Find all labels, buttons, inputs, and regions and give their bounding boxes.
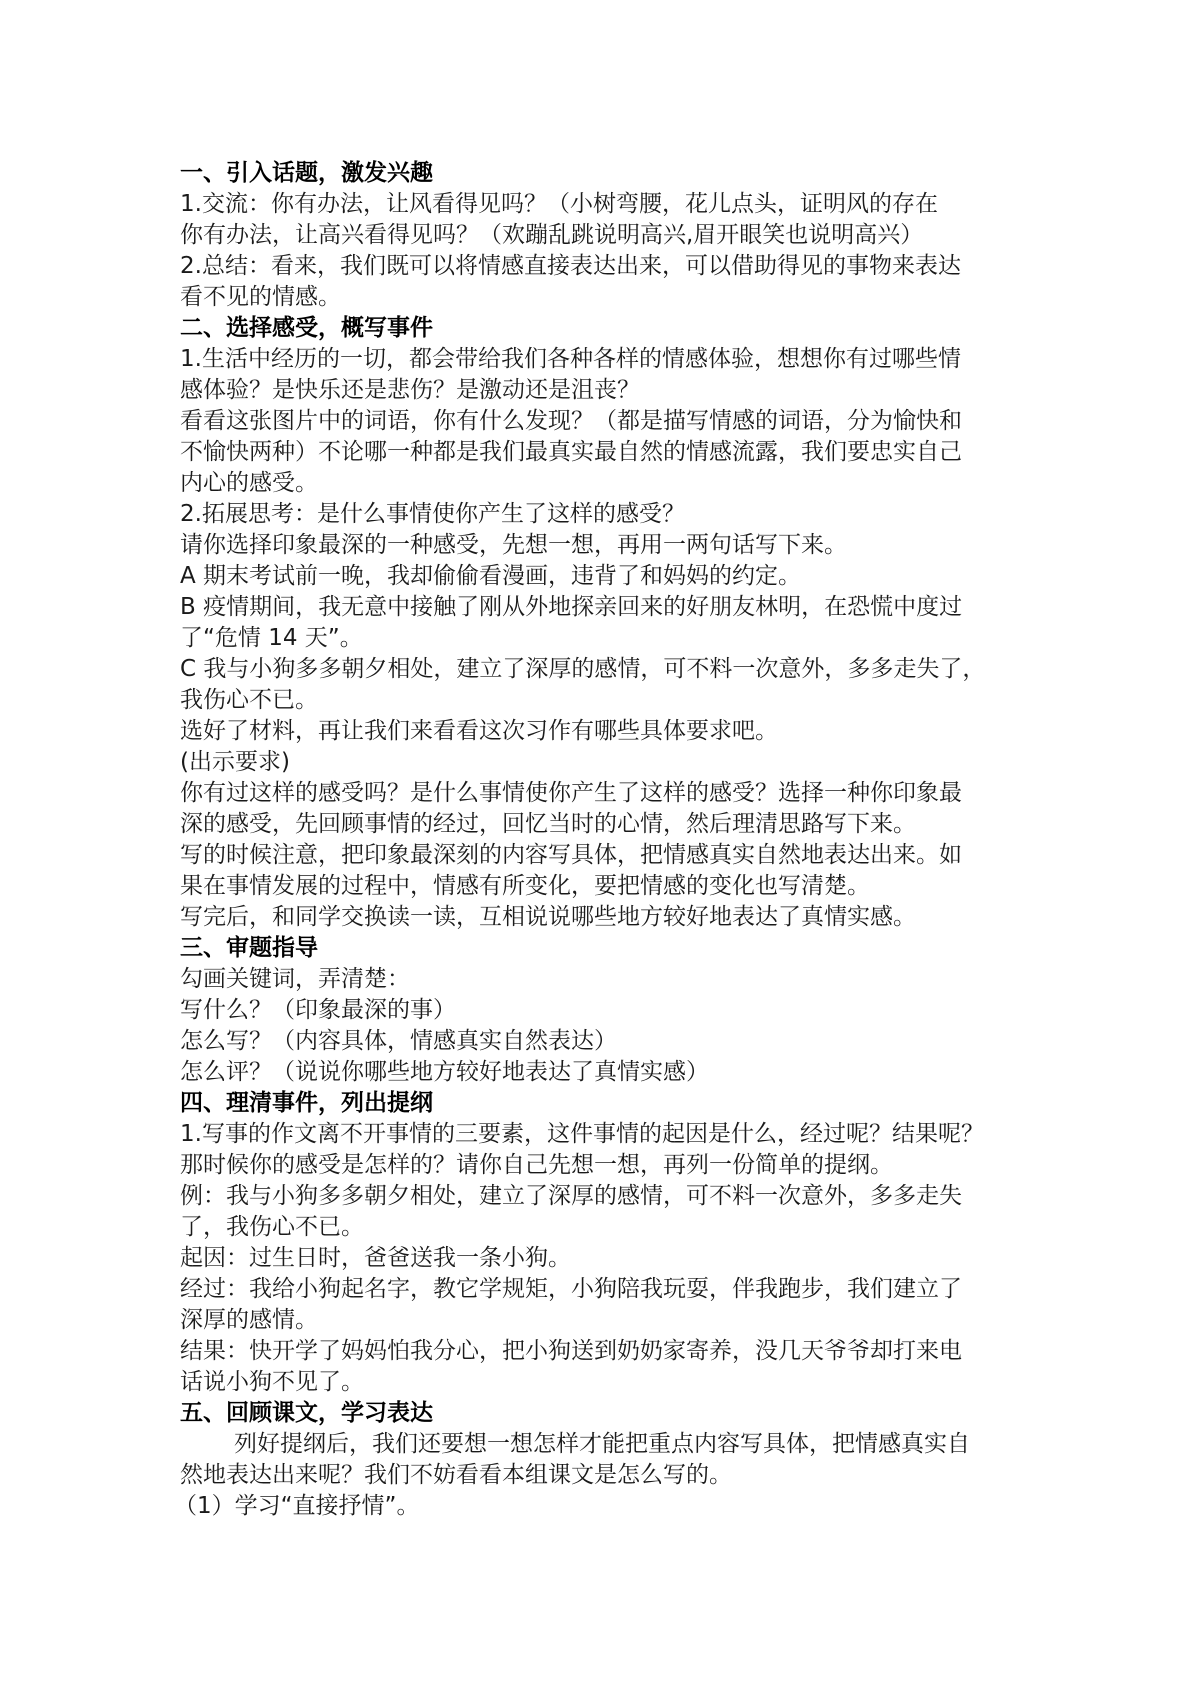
- paragraph-line: 1.生活中经历的一切，都会带给我们各种各样的情感体验，想想你有过哪些情: [180, 346, 961, 372]
- paragraph-line: 那时候你的感受是怎样的？请你自己先想一想，再列一份简单的提纲。: [180, 1152, 893, 1178]
- document-page: [174, 158, 1060, 1522]
- paragraph-line: 请你选择印象最深的一种感受，先想一想，再用一两句话写下来。: [180, 532, 847, 558]
- paragraph-line: 果在事情发展的过程中，情感有所变化，要把情感的变化也写清楚。: [180, 873, 870, 899]
- paragraph-line: 深厚的感情。: [180, 1307, 318, 1333]
- section-heading-4: 四、理清事件，列出提纲: [180, 1090, 433, 1116]
- section-heading-5: 五、回顾课文，学习表达: [180, 1400, 433, 1426]
- paragraph-line: 你有过这样的感受吗？是什么事情使你产生了这样的感受？选择一种你印象最: [180, 780, 962, 806]
- paragraph-line: 写什么？（印象最深的事）: [180, 997, 456, 1023]
- paragraph-line: 看不见的情感。: [180, 284, 341, 310]
- paragraph-line: 怎么评？（说说你哪些地方较好地表达了真情实感）: [180, 1059, 709, 1085]
- paragraph-line: 选好了材料，再让我们来看看这次习作有哪些具体要求吧。: [180, 718, 778, 744]
- paragraph-line: 2.拓展思考：是什么事情使你产生了这样的感受？: [180, 501, 685, 527]
- paragraph-line: 然地表达出来呢？我们不妨看看本组课文是怎么写的。: [180, 1462, 732, 1488]
- section-heading-2: 二、选择感受，概写事件: [180, 315, 433, 341]
- paragraph-line: 深的感受，先回顾事情的经过，回忆当时的心情，然后理清思路写下来。: [180, 811, 916, 837]
- paragraph-line: 不愉快两种）不论哪一种都是我们最真实最自然的情感流露，我们要忠实自己: [180, 439, 962, 465]
- paragraph-line: 1.写事的作文离不开事情的三要素，这件事情的起因是什么，经过呢？结果呢？: [180, 1121, 984, 1147]
- option-a-line: A 期末考试前一晚，我却偷偷看漫画，违背了和妈妈的约定。: [180, 563, 802, 589]
- paragraph-line: 了“危情 14 天”。: [180, 625, 363, 651]
- paragraph-line: 你有办法，让高兴看得见吗？（欢蹦乱跳说明高兴,眉开眼笑也说明高兴）: [180, 222, 924, 248]
- paragraph-line: 内心的感受。: [180, 470, 318, 496]
- paragraph-line: 看看这张图片中的词语，你有什么发现？（都是描写情感的词语，分为愉快和: [180, 408, 962, 434]
- option-b-line: B 疫情期间，我无意中接触了刚从外地探亲回来的好朋友林明，在恐慌中度过: [180, 594, 963, 620]
- paragraph-line: 列好提纲后，我们还要想一想怎样才能把重点内容写具体，把情感真实自: [234, 1431, 970, 1457]
- paragraph-line: 1.交流：你有办法，让风看得见吗？（小树弯腰，花儿点头，证明风的存在: [180, 191, 938, 217]
- paragraph-line: （1）学习“直接抒情”。: [174, 1493, 420, 1519]
- paragraph-line: 结果：快开学了妈妈怕我分心，把小狗送到奶奶家寄养，没几天爷爷却打来电: [180, 1338, 962, 1364]
- section-heading-1: 一、引入话题，激发兴趣: [180, 160, 433, 186]
- paragraph-line: (出示要求): [180, 749, 290, 775]
- paragraph-line: 起因：过生日时，爸爸送我一条小狗。: [180, 1245, 571, 1271]
- paragraph-line: 话说小狗不见了。: [180, 1369, 364, 1395]
- paragraph-line: 怎么写？（内容具体，情感真实自然表达）: [180, 1028, 617, 1054]
- option-c-line: C 我与小狗多多朝夕相处，建立了深厚的感情，可不料一次意外，多多走失了，: [180, 656, 986, 682]
- paragraph-line: 经过：我给小狗起名字，教它学规矩，小狗陪我玩耍，伴我跑步，我们建立了: [180, 1276, 962, 1302]
- paragraph-line: 我伤心不已。: [180, 687, 318, 713]
- paragraph-line: 2.总结：看来，我们既可以将情感直接表达出来，可以借助得见的事物来表达: [180, 253, 961, 279]
- paragraph-line: 例：我与小狗多多朝夕相处，建立了深厚的感情，可不料一次意外，多多走失: [180, 1183, 962, 1209]
- paragraph-line: 勾画关键词，弄清楚：: [180, 966, 410, 992]
- paragraph-line: 写完后，和同学交换读一读，互相说说哪些地方较好地表达了真情实感。: [180, 904, 916, 930]
- paragraph-line: 感体验？是快乐还是悲伤？是激动还是沮丧？: [180, 377, 640, 403]
- paragraph-line: 写的时候注意，把印象最深刻的内容写具体，把情感真实自然地表达出来。如: [180, 842, 962, 868]
- section-heading-3: 三、审题指导: [180, 935, 318, 961]
- paragraph-line: 了，我伤心不已。: [180, 1214, 364, 1240]
